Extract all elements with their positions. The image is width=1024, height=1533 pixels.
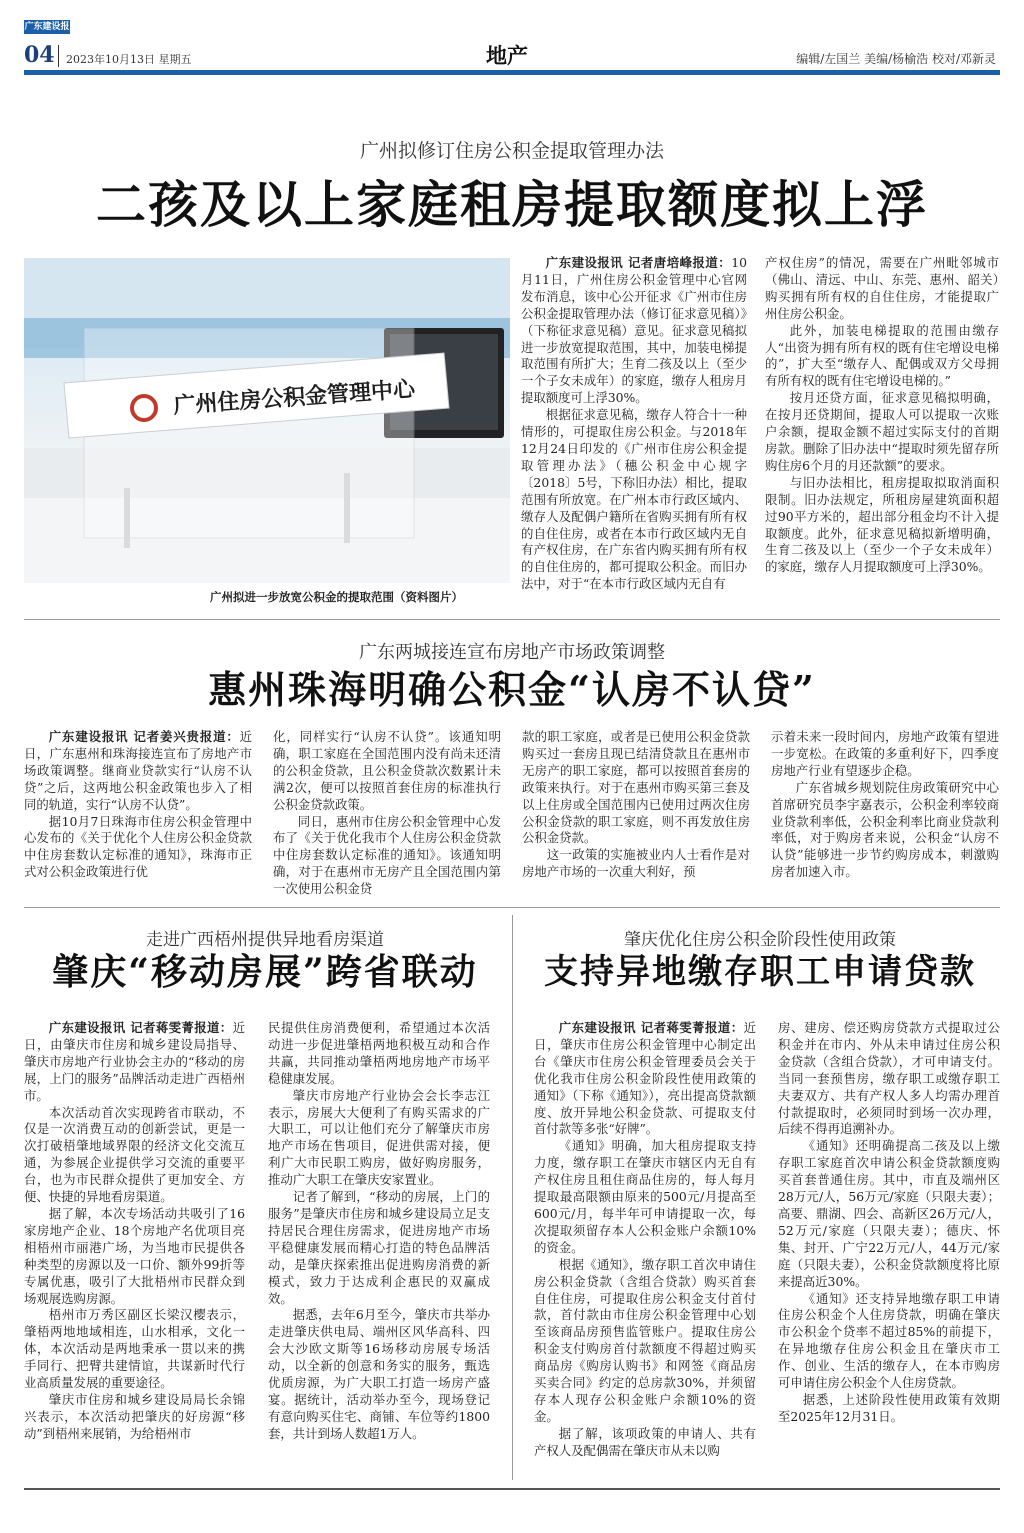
- service-counter-illustration: [24, 258, 510, 583]
- paragraph: 与旧办法相比，租房提取拟取消面积限制。旧办法规定，所租房屋建筑面积超过90平方米的，超出部分租金均不计入提取额度。此外，征求意见稿拟新增明确，生育二孩及以上（至少一个子女未成年）的家庭，缴存人月提取额度可上浮30%。: [765, 474, 999, 575]
- article2-column-3: [522, 729, 750, 881]
- paragraph: 记者了解到，“移动的房展，上门的服务”是肇庆市住房和城乡建设局立足支持居民合理住房需求，促进房地产市场平稳健康发展而精心打造的特色品牌活动，是肇庆探索推出促进购房消费的新模式，致力于达成利企惠民的双赢成效。: [268, 1189, 490, 1306]
- paragraph: 《通知》还明确提高二孩及以上缴存职工家庭首次申请公积金贷款额度购买首套普通住房。其中，市直及端州区28万元/人，56万元/家庭（只限夫妻）；高要、鼎湖、四会、高新区26万元/人，52万元/家庭（只限夫妻）；德庆、怀集、封开、广宁22万元/人，44万元/家庭（只限夫妻），公积金贷款额度将比原来提高近30%。: [778, 1138, 1000, 1289]
- paragraph: 本次活动首次实现跨省市联动，不仅是一次消费互动的创新尝试，更是一次打破梧肇地域界限的经济文化交流互通，为参展企业提供学习交流的重要平台，也为市民群众提供了更加安全、方便、快捷的异地看房渠道。: [24, 1104, 245, 1205]
- paragraph: 根据《通知》，缴存职工首次申请住房公积金贷款（含组合贷款）购买首套自住住房，可提取住房公积金支付首付款，首付款由市住房公积金管理中心划至该商品房预售监管账户。提取住房公积金支付购房首付款额度不得超过购买商品房《购房认购书》和网签《商品房买卖合同》约定的总房款30%，并须留存本人现存公积金账户余额10%的资金。: [534, 1256, 756, 1424]
- article1-photo-caption: 广州拟进一步放宽公积金的提取范围（资料图片）: [210, 590, 463, 604]
- section-divider: [24, 907, 1000, 908]
- article3-column-1: [24, 1020, 245, 1443]
- article3-headline: 肇庆“移动房展”跨省联动: [52, 951, 478, 993]
- paragraph: 化，同样实行“认房不认贷”。该通知明确，职工家庭在全国范围内没有尚未还清的公积金贷款，且公积金贷款次数累计未满2次，便可以按照首套住房的标准执行公积金贷款政策。: [273, 729, 501, 812]
- paragraph: 据悉，上述阶段性使用政策有效期至2025年12月31日。: [778, 1391, 1000, 1424]
- paragraph: 据10月7日珠海市住房公积金管理中心发布的《关于优化个人住房公积金贷款中住房套数认定标准的通知》，珠海市正式对公积金政策进行优: [24, 813, 252, 880]
- paragraph: 《通知》还支持异地缴存职工申请住房公积金个人住房贷款，明确在肇庆市公积金个贷率不超过85%的前提下，在异地缴存住房公积金且在肇庆市工作、创业、生活的缴存人，在本市购房可申请住房公积金个人住房贷款。: [778, 1290, 1000, 1391]
- paragraph: 示着未来一段时间内，房地产政策有望进一步宽松。在政策的多重利好下，四季度房地产行业有望逐步企稳。: [771, 729, 999, 778]
- section-title: 地产: [486, 44, 528, 68]
- paragraph: 这一政策的实施被业内人士看作是对房地产市场的一次重大利好，预: [522, 847, 750, 880]
- article2-column-2: [273, 729, 501, 898]
- article4-column-1: [534, 1020, 756, 1460]
- paragraph: 产权住房”的情况，需要在广州毗邻城市（佛山、清远、中山、东莞、惠州、韶关）购买拥有所有权的自住住房，才能提取广州住房公积金。: [765, 255, 999, 321]
- column-divider: [512, 915, 513, 1480]
- paragraph: 《通知》明确，加大租房提取支持力度，缴存职工在肇庆市辖区内无自有产权住房且租住商品住房的，每人每月提取最高限额由原来的500元/月提高至600元/月，每半年可申请提取一次，每次提取须留存本人公积金账户余额10%的资金。: [534, 1138, 756, 1255]
- article4-column-2: [778, 1020, 1000, 1426]
- article2-headline: 惠州珠海明确公积金“认房不认贷”: [208, 667, 816, 712]
- section-divider: [24, 619, 1000, 620]
- paragraph: 根据征求意见稿，缴存人符合十一种情形的，可提取住房公积金。与2018年12月24日印发的《广州市住房公积金提取管理办法》（穗公积金中心规字〔2018〕5号，下称旧办法）相比，提取范围有所放宽。在广州本市行政区域内、缴存人及配偶户籍所在省购买拥有所有权的自住住房，或者在本市行政区域内无自有产权住房，在广东省内购买拥有所有权的自住住房的，都可提取公积金。而旧办法中，对于“在本市行政区域内无自有: [521, 407, 747, 592]
- paragraph: 款的职工家庭，或者是已使用公积金贷款购买过一套房且现已结清贷款且在惠州市无房产的职工家庭，都可以按照首套房的政策来执行。对于在惠州市购买第三套及以上住房或全国范围内已使用过两次住房公积金贷款的职工家庭，则不再发放住房公积金贷款。: [522, 729, 750, 846]
- paragraph: 按月还贷方面，征求意见稿拟明确，在按月还贷期间，提取人可以提取一次账户余额，提取金额不超过实际支付的首期房款。删除了旧办法中“提取时须先留存所购住房6个月的月还款额”的要求。: [765, 390, 999, 473]
- paragraph: 梧州市万秀区副区长梁汉樱表示，肇梧两地地域相连，山水相承，文化一体，本次活动是两地秉承一贯以来的携手同行、把臂共建情谊，共谋新时代行业高质量发展的重要途径。: [24, 1307, 245, 1391]
- article1-kicker: 广州拟修订住房公积金提取管理办法: [359, 140, 664, 162]
- newspaper-logo: 广东建设报: [24, 22, 70, 32]
- article1-headline: 二孩及以上家庭租房提取额度拟上浮: [96, 175, 928, 234]
- paragraph: 民提供住房消费便利，希望通过本次活动进一步促进肇梧两地积极互动和合作共赢，共同推动肇梧两地房地产市场平稳健康发展。: [268, 1020, 490, 1086]
- article2-column-4: [771, 729, 999, 881]
- issue-date: 2023年10月13日 星期五: [66, 53, 192, 66]
- article1-photo: [24, 258, 510, 583]
- article1-column-1: [521, 255, 747, 593]
- photo-sign-text: 广州住房公积金管理中心: [172, 377, 416, 419]
- article4-headline: 支持异地缴存职工申请贷款: [544, 952, 976, 992]
- paragraph: 同日，惠州市住房公积金管理中心发布了《关于优化我市个人住房公积金贷款中住房套数认定标准的通知》。该通知明确，对于在惠州市无房产且全国范围内第一次使用公积金贷: [273, 813, 501, 897]
- masthead-separator: [58, 45, 59, 67]
- paragraph: 肇庆市房地产行业协会会长李志江表示，房展大大便利了有购买需求的广大职工，可以让他们充分了解肇庆市房地产市场在售项目，促进供需对接，便利广大市民职工购房，做好购房服务，推动广大职工在肇庆安家置业。: [268, 1087, 490, 1188]
- paragraph: 广东建设报讯 记者蒋雯菁报道：近日，肇庆市住房公积金管理中心制定出台《肇庆市住房公积金管理委员会关于优化我市住房公积金阶段性使用政策的通知》（下称《通知》），亮出提高贷款额度、放开异地公积金贷款、可提取支付首付款等多张“好牌”。: [534, 1020, 756, 1137]
- paragraph: 据了解，该项政策的申请人、共有产权人及配偶需在肇庆市从未以购: [534, 1425, 756, 1458]
- paragraph: 肇庆市住房和城乡建设局局长余锦兴表示，本次活动把肇庆的好房源“移动”到梧州来展销，为给梧州市: [24, 1391, 245, 1441]
- paragraph: 广东省城乡规划院住房政策研究中心首席研究员李宇嘉表示，公积金利率较商业贷款利率低，公积金利率比商业贷款利率低，对于购房者来说，公积金“认房不认贷”能够进一步节约购房成本，刺激购房者加速入市。: [771, 779, 999, 880]
- masthead-rule: [24, 70, 1000, 75]
- editor-credits: 编辑/左国兰 美编/杨榆浩 校对/邓新灵: [796, 52, 996, 66]
- article3-column-2: [268, 1020, 490, 1443]
- page-bottom-rule: [24, 1488, 1000, 1490]
- paragraph: 广东建设报讯 记者唐培峰报道：10月11日，广州住房公积金管理中心官网发布消息，该中心公开征求《广州市住房公积金提取管理办法（修订征求意见稿）》（下称征求意见稿）意见。征求意见稿拟进一步放宽提取范围，其中，加装电梯提取范围有所扩大；生育二孩及以上（至少一个子女未成年）的家庭，缴存人租房月提取额度可上浮30%。: [521, 255, 747, 406]
- page-number: 04: [24, 42, 55, 68]
- article2-column-1: [24, 729, 252, 881]
- paragraph: 房、建房、偿还购房贷款方式提取过公积金并在市内、外从未申请过住房公积金贷款（含组合贷款），才可申请支付。当同一套预售房，缴存职工或缴存职工夫妻双方、共有产权人多人均需办理首付款提取时，必须同时到场一次办理，后续不得再追溯补办。: [778, 1020, 1000, 1137]
- paragraph: 此外，加装电梯提取的范围由缴存人“出资为拥有所有权的既有住宅增设电梯的”，扩大至“缴存人、配偶或双方父母拥有所有权的既有住宅增设电梯的。”: [765, 322, 999, 389]
- article3-kicker: 走进广西梧州提供异地看房渠道: [146, 930, 384, 950]
- paragraph: 广东建设报讯 记者姜兴贵报道：近日，广东惠州和珠海接连宣布了房地产市场政策调整。继商业贷款实行“认房不认贷”之后，这两地公积金政策也步入了相同的轨道，实行“认房不认贷”。: [24, 729, 252, 812]
- paragraph: 广东建设报讯 记者蒋雯菁报道：近日，由肇庆市住房和城乡建设局指导、肇庆市房地产行业协会主办的“移动的房展，上门的服务”品牌活动走进广西梧州市。: [24, 1020, 245, 1103]
- article2-kicker: 广东两城接连宣布房地产市场政策调整: [359, 642, 665, 663]
- paragraph: 据悉，去年6月至今，肇庆市共举办走进肇庆供电局、端州区风华高科、四会大沙欧文斯等16场移动房展专场活动，以全新的创意和务实的服务，甄选优质房源，为广大职工打造一场房产盛宴。据统计，活动举办至今，现场登记有意向购买住宅、商铺、车位等约1800套，共计到场人数超1万人。: [268, 1307, 490, 1441]
- article1-column-2: [765, 255, 999, 576]
- paragraph: 据了解，本次专场活动共吸引了16家房地产企业、18个房地产名优项目亮相梧州市丽港广场，为当地市民提供各种类型的房源以及一口价、额外99折等专属优惠，吸引了大批梧州市民群众到场观展选购房源。: [24, 1205, 245, 1306]
- article4-kicker: 肇庆优化住房公积金阶段性使用政策: [624, 930, 896, 950]
